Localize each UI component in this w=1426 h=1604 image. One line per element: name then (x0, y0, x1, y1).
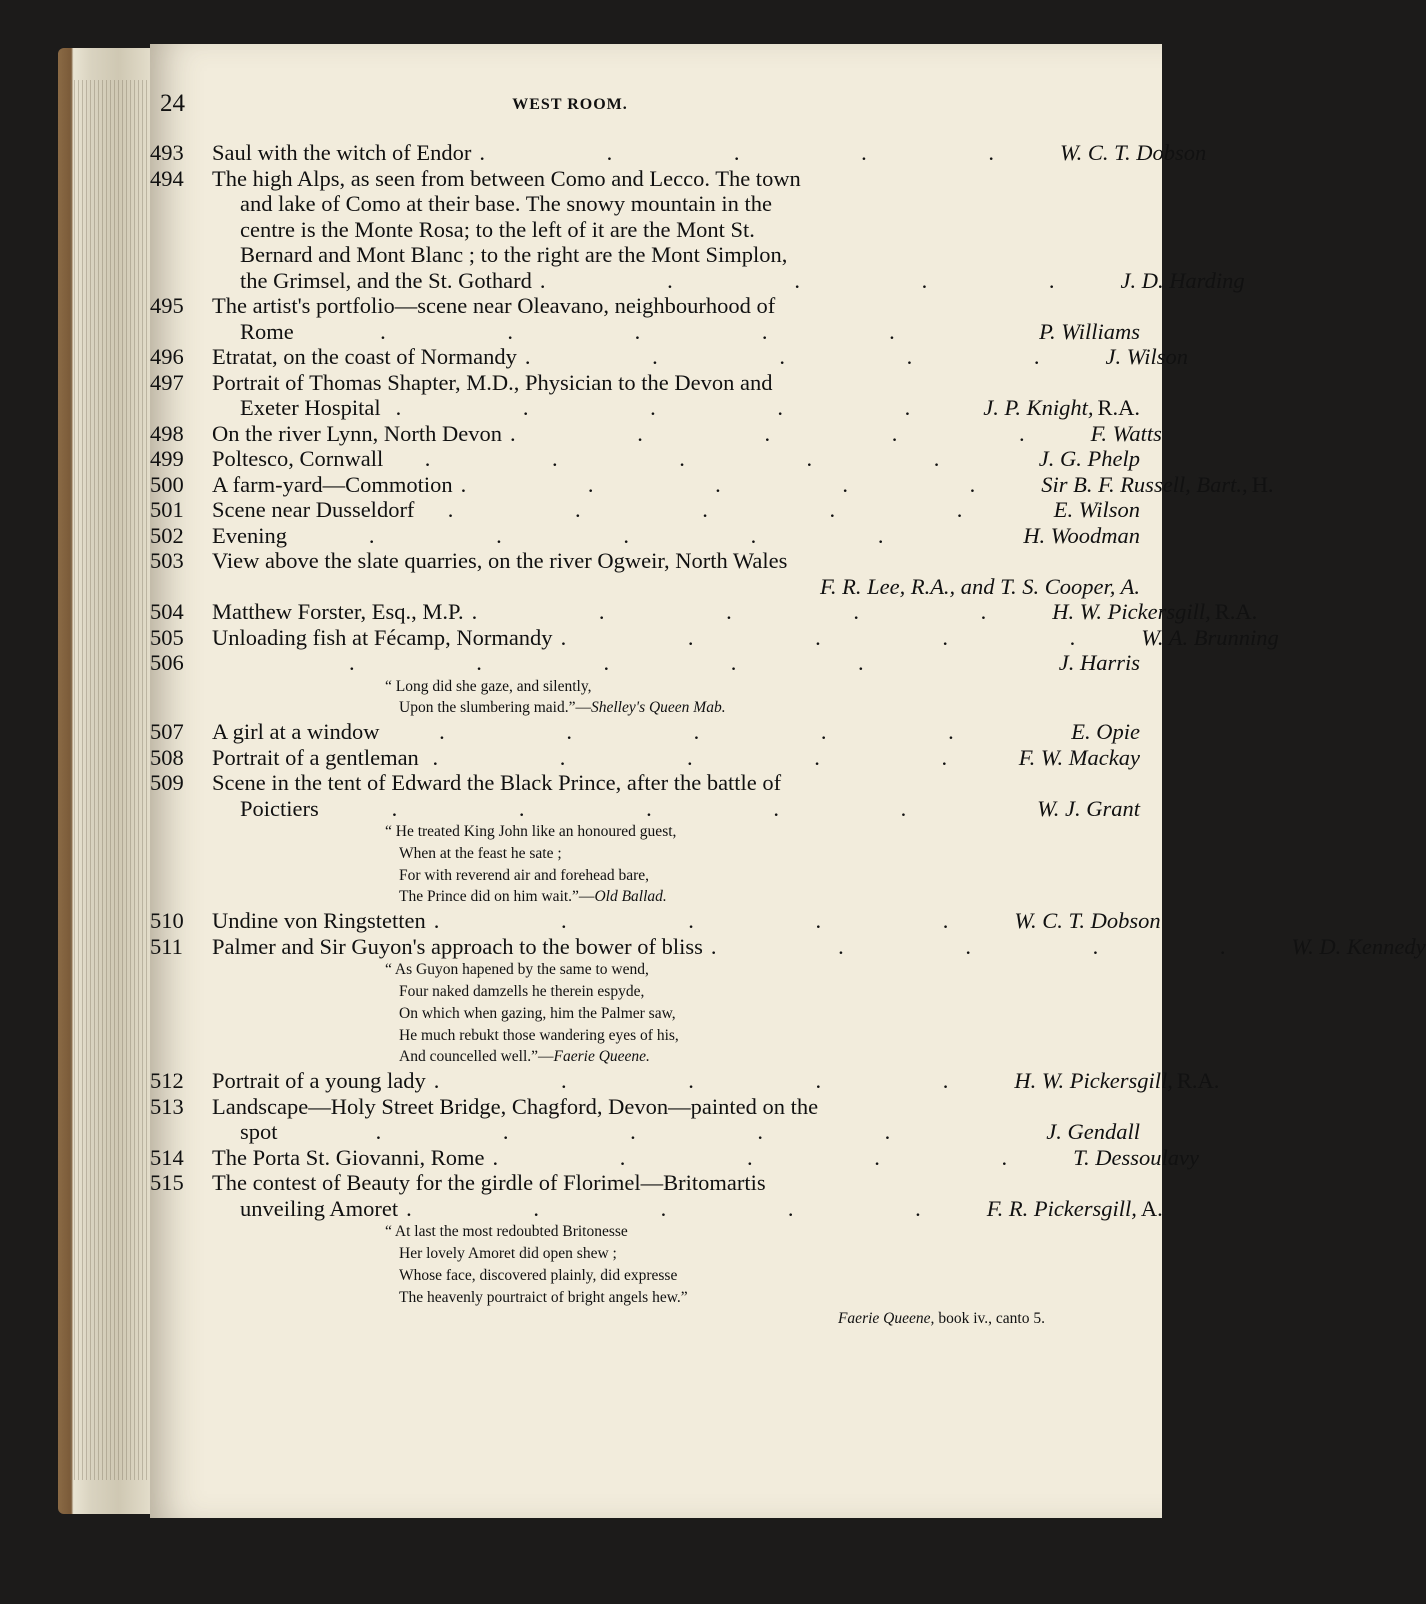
leader-dots: . . . . . (509, 420, 1083, 446)
entry-line (212, 719, 1140, 745)
leader-dots: . . . . . (433, 1068, 1007, 1094)
entry-body (212, 1170, 1163, 1221)
verse-source-detail: book iv., canto 5. (938, 1310, 1045, 1328)
verse-text: “ Long did she gaze, and silently, (385, 677, 592, 695)
entry-number: 508 (150, 744, 184, 770)
leader-dots: . . . . . (539, 267, 1113, 293)
catalogue-entry (150, 344, 1189, 370)
entry-body (212, 1068, 1220, 1094)
artist-line (212, 574, 1140, 600)
artist-name: P. Williams (1039, 318, 1140, 344)
verse-quotation (385, 821, 1140, 908)
verse-line (385, 1025, 1140, 1047)
entry-title-text: Matthew Forster, Esq., M.P. (212, 599, 464, 624)
verse-source: Old Ballad. (594, 888, 667, 906)
entry-title-text: On the river Lynn, North Devon (212, 420, 502, 446)
entry-line (212, 344, 1189, 370)
leader-dots: . . . . . (524, 344, 1098, 369)
entry-line (212, 319, 1140, 345)
entry-title-text: The high Alps, as seen from between Como and Lecco. The town (212, 165, 801, 191)
verse-quotation (385, 959, 1140, 1068)
entry-title-text: Poltesco, Cornwall (212, 446, 384, 471)
catalogue-entry (150, 1170, 1163, 1330)
leader-dots: . . . . . (479, 140, 1052, 165)
entry-number: 513 (150, 1093, 184, 1119)
entry-number: 515 (150, 1170, 184, 1196)
entry-body (212, 523, 1140, 549)
entry-body (212, 719, 1140, 745)
entry-title-text: Portrait of a young lady (212, 1068, 426, 1094)
verse-line (385, 959, 1140, 981)
leader-dots: . . . . . (460, 471, 1034, 497)
entry-number: 504 (150, 599, 184, 624)
leader-dots: . . . . . (560, 624, 1134, 650)
leader-dots: . . . . . (471, 599, 1045, 624)
entry-title-text: The artist's portfolio—scene near Oleavano, neighbourhood of (212, 293, 776, 318)
verse-text: And councelled well.”— (399, 1048, 554, 1066)
entry-title-text: Rome (240, 318, 294, 344)
verse-quotation (385, 676, 1140, 720)
entry-line (212, 745, 1140, 771)
entry-line (212, 1068, 1220, 1094)
entry-body (212, 497, 1140, 523)
catalogue-entry (150, 420, 1162, 447)
artist-name: J. Gendall (1046, 1119, 1140, 1145)
catalogue-entry (150, 548, 1140, 599)
verse-source: Shelley's Queen Mab. (591, 699, 726, 717)
entry-number: 509 (150, 770, 184, 796)
page-number: 24 (160, 90, 185, 117)
entry-body (212, 344, 1189, 370)
entry-line (212, 770, 1140, 796)
entry-title-text: Scene near Dusseldorf (212, 497, 415, 522)
verse-text: For with reverend air and forehead bare, (399, 866, 650, 884)
artist-name: T. Dessoulavy (1073, 1144, 1199, 1170)
leader-dots: . . . . . (349, 650, 922, 675)
artist-name: H. W. Pickersgill, (1052, 599, 1211, 624)
verse-line (385, 1287, 1140, 1309)
catalogue-entry (150, 650, 1140, 719)
verse-text: He much rebukt those wandering eyes of his, (399, 1026, 679, 1044)
artist-name: J. P. Knight, (983, 395, 1094, 420)
entry-body (212, 165, 1245, 294)
verse-line (385, 1265, 1140, 1287)
entry-title-text: Etratat, on the coast of Normandy (212, 344, 517, 369)
catalogue-entry (150, 370, 1140, 421)
verse-text: “ He treated King John like an honoured guest, (385, 823, 677, 841)
entry-line (212, 446, 1140, 472)
artist-name: J. G. Phelp (1038, 446, 1140, 471)
catalogue-entry (150, 140, 1207, 166)
artist-name: F. W. Mackay (1018, 744, 1140, 770)
artist-name: E. Opie (1071, 719, 1140, 745)
leader-dots: . . . . . (492, 1144, 1066, 1170)
entry-number: 511 (150, 933, 183, 959)
entry-line (212, 650, 1140, 676)
entry-line (212, 471, 1274, 498)
entry-title-text: Poictiers (240, 795, 319, 821)
verse-line (385, 886, 1140, 908)
entry-title-text: Scene in the tent of Edward the Black Prince, after the battle of (212, 770, 782, 796)
verse-text: “ At last the most redoubted Britonesse (385, 1223, 628, 1241)
entry-title-text: unveiling Amoret (240, 1195, 399, 1221)
artist-name: H. W. Pickersgill, (1014, 1068, 1173, 1094)
entry-body (212, 370, 1140, 421)
entry-body (212, 908, 1161, 934)
artist-name: J. D. Harding (1120, 267, 1245, 293)
leader-dots: . . . . . (375, 1119, 949, 1145)
entry-number: 510 (150, 908, 184, 934)
artist-suffix: R.A. (1097, 395, 1140, 420)
entry-number: 503 (150, 548, 184, 573)
artist-name: E. Wilson (1053, 497, 1140, 522)
entry-number: 501 (150, 497, 184, 522)
verse-attribution (385, 1308, 1045, 1330)
catalogue-entry (150, 624, 1279, 651)
entry-number: 502 (150, 522, 184, 548)
entry-number: 500 (150, 471, 184, 497)
entry-title-text: Landscape—Holy Street Bridge, Chagford, Devon—painted on the (212, 1093, 819, 1119)
artist-name: W. D. Kennedy (1291, 933, 1426, 959)
catalogue-list (150, 140, 1426, 1330)
entry-line (212, 908, 1161, 934)
entry-number: 496 (150, 344, 184, 369)
entry-line (212, 395, 1140, 421)
entry-number: 493 (150, 140, 184, 165)
entry-line (212, 1195, 1163, 1222)
catalogue-entry (150, 933, 1426, 1068)
verse-text: On which when gazing, him the Palmer saw, (399, 1004, 676, 1022)
verse-text: Upon the slumbering maid.”— (399, 699, 591, 717)
entry-body (212, 933, 1426, 960)
artist-name: W. A. Brunning (1141, 624, 1279, 650)
artist-suffix: R.A. (1214, 599, 1258, 624)
entry-number: 494 (150, 165, 184, 191)
entry-body (212, 420, 1162, 447)
leader-dots: . . . . . (406, 1195, 979, 1221)
verse-text: Whose face, discovered plainly, did expresse (399, 1266, 678, 1284)
entry-line (212, 599, 1258, 625)
catalogue-entry (150, 497, 1140, 523)
verse-source: Faerie Queene. (553, 1048, 650, 1066)
artist-name: J. Wilson (1105, 344, 1189, 369)
entry-body (212, 293, 1140, 344)
entry-line (212, 523, 1140, 549)
verse-line (385, 1221, 1140, 1243)
page-header (160, 90, 980, 130)
entry-title-text: the Grimsel, and the St. Gothard (240, 267, 532, 293)
entry-title-text: The Porta St. Giovanni, Rome (212, 1144, 485, 1170)
catalogue-entry (150, 719, 1140, 745)
leader-dots: . . . . . (380, 318, 953, 344)
verse-line (385, 843, 1140, 865)
entry-line (212, 140, 1207, 166)
leader-dots: . . . . . (424, 446, 998, 471)
entry-line (212, 1170, 1140, 1196)
leader-dots: . . . . . (395, 395, 969, 420)
artist-suffix: R.A. (1176, 1068, 1220, 1094)
catalogue-entry (150, 770, 1140, 908)
verse-quotation (385, 1221, 1140, 1330)
entry-line (212, 191, 1140, 217)
catalogue-entry (150, 471, 1274, 498)
entry-title-text: Exeter Hospital (240, 395, 381, 420)
verse-line (385, 981, 1140, 1003)
entry-body (212, 1094, 1140, 1145)
entry-number: 507 (150, 719, 184, 745)
entry-line (212, 497, 1140, 523)
artist-suffix: A. (1140, 1195, 1163, 1221)
entry-line (212, 242, 1140, 268)
entry-number: 498 (150, 420, 184, 446)
artist-name: Sir B. F. Russell, Bart., (1041, 471, 1248, 497)
verse-text: Her lovely Amoret did open shew ; (399, 1245, 617, 1263)
leader-dots: . . . . . (433, 908, 1007, 934)
entry-line (212, 293, 1140, 319)
verse-text: The Prince did on him wait.”— (399, 888, 595, 906)
catalogue-entry (150, 446, 1140, 472)
entry-body (212, 471, 1274, 498)
catalogue-entry (150, 523, 1140, 549)
entry-number: 497 (150, 369, 184, 395)
entry-body (212, 624, 1279, 651)
entry-body (212, 770, 1140, 821)
verse-line (385, 865, 1140, 887)
entry-body (212, 548, 1140, 599)
entry-line (212, 1119, 1140, 1145)
verse-line (385, 676, 1140, 698)
entry-line (212, 624, 1279, 651)
entry-title-text: Portrait of Thomas Shapter, M.D., Physician to the Devon and (212, 369, 773, 395)
artist-name: W. C. T. Dobson (1014, 908, 1161, 934)
entry-line (212, 370, 1140, 396)
verse-line (385, 821, 1140, 843)
catalogue-entry (150, 1144, 1199, 1171)
entry-title-text: centre is the Monte Rosa; to the left of it are the Mont St. (240, 216, 755, 242)
leader-dots: . . . . . (368, 522, 942, 548)
entry-title-text: and lake of Como at their base. The snowy mountain in the (240, 191, 772, 216)
entry-line (212, 796, 1140, 822)
entry-line (212, 420, 1162, 447)
entry-title-text: Bernard and Mont Blanc ; to the right are the Mont Simplon, (240, 242, 788, 267)
leader-dots: . . . . . (447, 497, 1021, 522)
verse-text: “ As Guyon hapened by the same to wend, (385, 961, 649, 979)
verse-text: When at the feast he sate ; (399, 844, 562, 862)
leader-dots: . . . . . (439, 719, 1012, 745)
artist-name: F. R. Lee, R.A., and T. S. Cooper, A. (820, 573, 1140, 599)
leader-dots: . . . . . (432, 744, 1006, 770)
entry-body (212, 140, 1207, 166)
entry-title-text: Portrait of a gentleman (212, 744, 419, 770)
verse-text: The heavenly pourtraict of bright angels hew.” (399, 1288, 688, 1306)
artist-name: W. J. Grant (1037, 795, 1140, 821)
entry-line (212, 1144, 1199, 1171)
entry-number: 514 (150, 1144, 184, 1170)
entry-title-text: A farm-yard—Commotion (212, 471, 453, 497)
entry-line (212, 933, 1426, 960)
entry-title-text: A girl at a window (212, 719, 380, 745)
entry-number: 505 (150, 624, 184, 650)
entry-body (212, 745, 1140, 771)
entry-line (212, 217, 1140, 243)
entry-number: 512 (150, 1068, 184, 1094)
entry-line (212, 548, 1140, 574)
catalogue-entry (150, 745, 1140, 771)
entry-title-text: Saul with the witch of Endor (212, 140, 472, 165)
entry-number: 499 (150, 446, 184, 471)
catalogue-entry (150, 293, 1140, 344)
entry-title-text: spot (240, 1119, 278, 1145)
catalogue-entry (150, 908, 1161, 934)
entry-body (212, 650, 1140, 676)
entry-title-text: Evening (212, 522, 287, 548)
verse-line (385, 697, 1140, 719)
verse-source: Faerie Queene, (837, 1310, 935, 1328)
catalogue-entry (150, 1068, 1220, 1094)
catalogue-entry (150, 165, 1245, 294)
entry-line (212, 1094, 1140, 1120)
entry-number: 495 (150, 293, 184, 318)
running-head: WEST ROOM. (512, 96, 628, 113)
catalogue-entry (150, 599, 1258, 625)
entry-body (212, 446, 1140, 472)
entry-line (212, 267, 1245, 294)
artist-name: J. Harris (1058, 650, 1140, 675)
entry-title-text: Unloading fish at Fécamp, Normandy (212, 624, 553, 650)
entry-body (212, 599, 1258, 625)
page-edges (70, 80, 150, 1480)
entry-number: 506 (150, 650, 184, 675)
leader-dots: . . . . . (710, 933, 1284, 959)
artist-name: F. R. Pickersgill, (986, 1195, 1137, 1221)
artist-name: F. Watts (1090, 420, 1162, 446)
artist-suffix: H. (1251, 471, 1274, 497)
verse-line (385, 1003, 1140, 1025)
entry-body (212, 1144, 1199, 1171)
artist-name: W. C. T. Dobson (1059, 140, 1207, 165)
leader-dots: . . . . . (391, 795, 965, 821)
entry-line (212, 166, 1140, 192)
entry-title-text: The contest of Beauty for the girdle of Florimel—Britomartis (212, 1170, 766, 1196)
verse-line (385, 1243, 1140, 1265)
artist-name: H. Woodman (1023, 522, 1140, 548)
verse-line (385, 1046, 1140, 1068)
verse-text: Four naked damzells he therein espyde, (399, 983, 645, 1001)
entry-title-text: Undine von Ringstetten (212, 908, 426, 934)
entry-title-text: View above the slate quarries, on the river Ogweir, North Wales (212, 548, 788, 573)
catalogue-entry (150, 1094, 1140, 1145)
entry-title-text: Palmer and Sir Guyon's approach to the bower of bliss (212, 933, 703, 959)
